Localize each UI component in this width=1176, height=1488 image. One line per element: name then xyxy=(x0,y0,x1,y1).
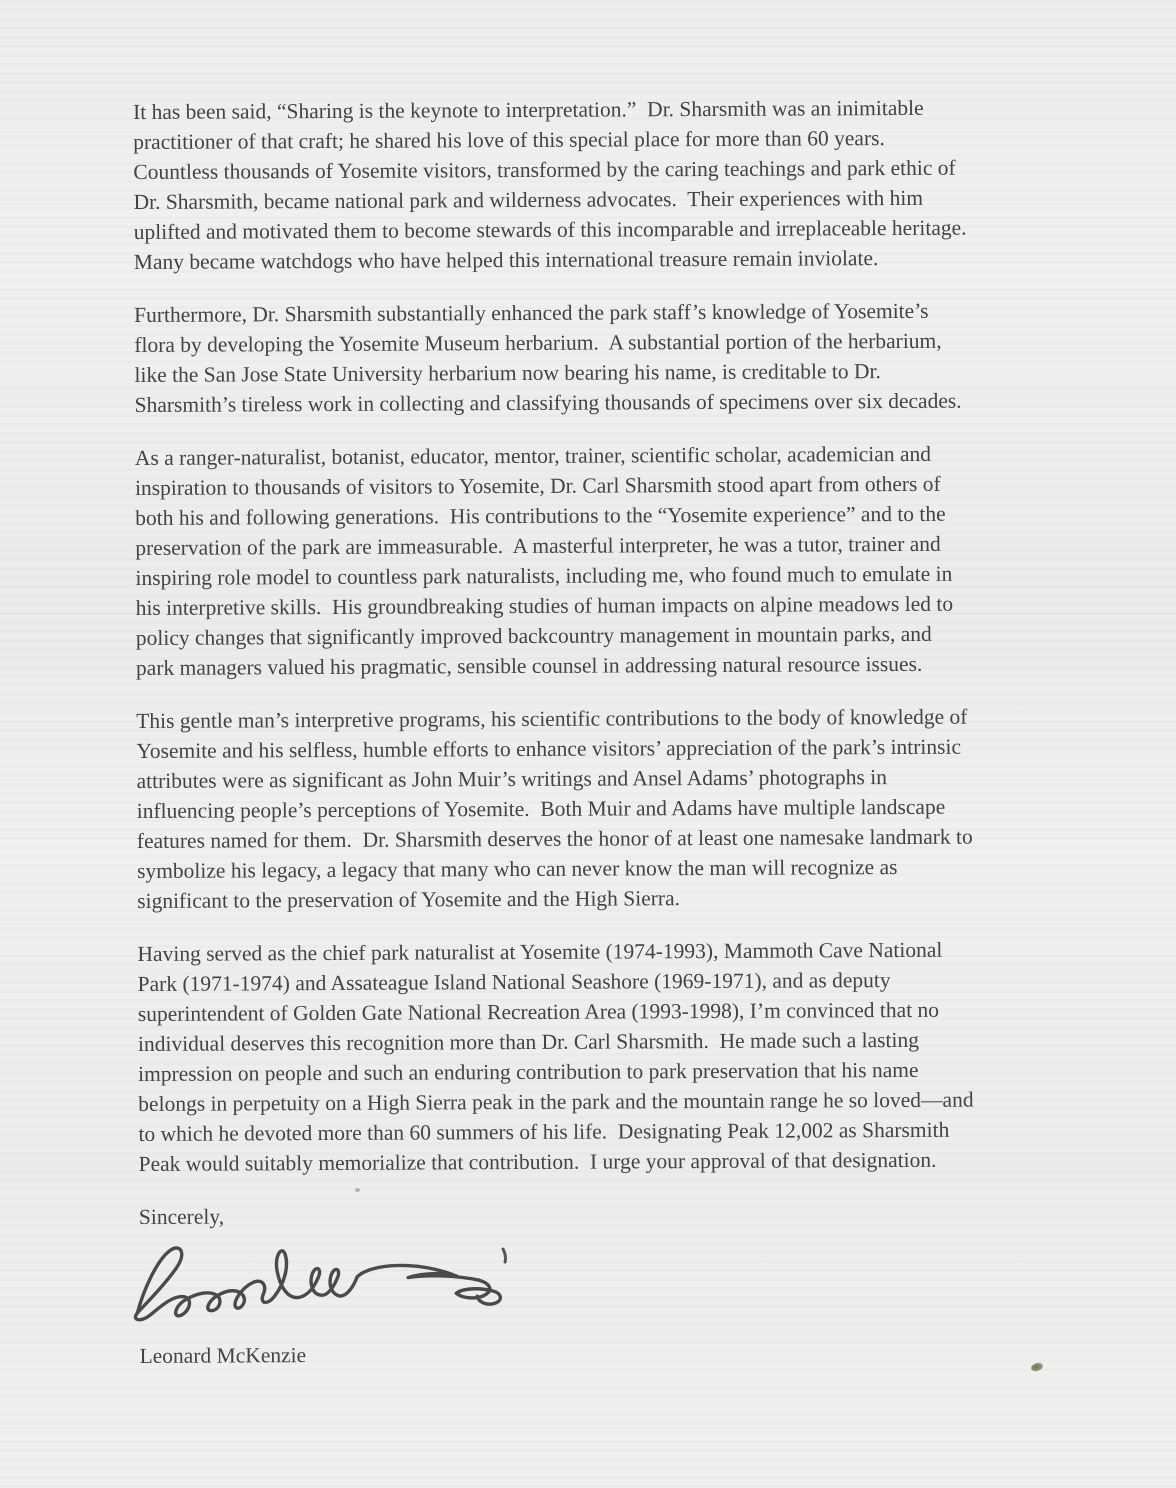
closing-salutation: Sincerely, xyxy=(138,1204,225,1229)
paragraph-legacy: This gentle man’s interpretive programs, his scientific contributions to the body of knowledge of Yosemite and his selfless, humble efforts to enhance visitors’ appreciation of the park’s intrinsic attributes were as significant as John Muir’s writings and Ansel Adams’ photographs in influencing people’s perceptions of Yosemite. Both Muir and Adams have multiple landscape features named for them. Dr. Sharsmith deserves the honor of at least one namesake landmark to symbolize his legacy, a legacy that many who can never know the man will recognize as significant to the preservation of Yosemite and the High Sierra. xyxy=(136,704,973,913)
scan-speck-faint xyxy=(355,1188,360,1192)
signer-name: Leonard McKenzie xyxy=(139,1343,307,1368)
signature-stroke xyxy=(135,1246,500,1319)
signature-block xyxy=(125,1235,525,1329)
handwritten-signature-icon xyxy=(125,1235,525,1329)
paragraph-sharing-keynote: It has been said, “Sharing is the keynote to interpretation.” Dr. Sharsmith was an inimitable practitioner of that craft; he shared his love of this special place for more than 60 years. Countless thousands of Yosemite visitors, transformed by the caring teachings and park ethic of Dr. Sharsmith, became national park and wilderness advocates. Their experiences with him uplifted and motivated them to become stewards of this incomparable and irreplaceable heritage. Many became watchdogs who have helped this international treasure remain inviolate. xyxy=(133,95,967,274)
letter-body xyxy=(133,92,1170,1371)
paragraph-herbarium: Furthermore, Dr. Sharsmith substantially enhanced the park staff’s knowledge of Yosemite’s flora by developing the Yosemite Museum herbarium. A substantial portion of the herbarium, like the San Jose State University herbarium now bearing his name, is creditable to Dr. Sharsmith’s tireless work in collecting and classifying thousands of specimens over six decades. xyxy=(134,298,962,417)
paragraph-recommendation: Having served as the chief park naturalist at Yosemite (1974-1993), Mammoth Cave National Park (1971-1974) and Assateague Island National Seashore (1969-1971), and as deputy superintendent of Golden Gate National Recreation Area (1993-1998), I’m convinced that no individual deserves this recognition more than Dr. Carl Sharsmith. He made such a lasting impression on people and such an enduring contribution to park preservation that his name belongs in perpetuity on a High Sierra peak in the park and the mountain range he so loved—and to which he devoted more than 60 summers of his life. Designating Peak 12,002 as Sharsmith Peak would suitably memorialize that contribution. I urge your approval of that designation. xyxy=(137,937,974,1176)
pen-tick-mark xyxy=(503,1249,505,1262)
paragraph-ranger-naturalist: As a ranger-naturalist, botanist, educator, mentor, trainer, scientific scholar, academician and inspiration to thousands of visitors to Yosemite, Dr. Carl Sharsmith stood apart from others of both his and following generations. His contributions to the “Yosemite experience” and to the preservation of the park are immeasurable. A masterful interpreter, he was a tutor, trainer and inspiring role model to countless park naturalists, including me, who found much to emulate in his interpretive skills. His groundbreaking studies of human impacts on alpine meadows led to policy changes that significantly improved backcountry management in mountain parks, and park managers valued his pragmatic, sensible counsel in addressing natural resource issues. xyxy=(134,441,954,680)
